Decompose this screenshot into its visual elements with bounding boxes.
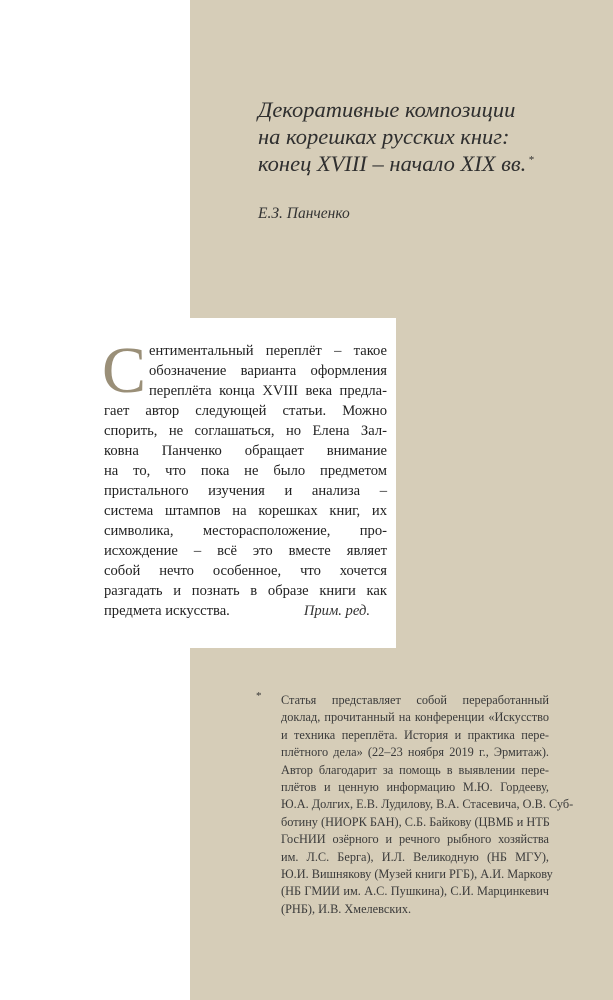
editor-note: Прим. ред. [303,603,370,619]
intro-line: обозначение варианта оформления [149,363,387,379]
intro-line: пристального изучения и анализа – [104,483,387,499]
footnote-line: ГосНИИ озёрного и речного рыбного хозяйства [281,832,549,847]
footnote-text [281,692,574,918]
intro-line: разгадать и познать в образе книги как [104,583,387,599]
intro-line: символика, месторасположение, про- [104,523,387,539]
intro-line: переплёта конца XVIII века предла- [149,383,387,399]
intro-line: ентиментальный переплёт – такое [149,343,387,359]
editorial-intro-box [88,318,396,648]
footnote-line: Статья представляет собой переработанный [281,693,549,707]
footnote-marker: * [256,690,262,702]
intro-text [104,341,387,621]
footnote-line: и техника переплёта. История и практика пере- [281,727,549,742]
footnote-line: Ю.И. Вишнякову (Музей книги РГБ), А.И. Маркову [281,866,553,881]
footnote-line: доклад, прочитанный на конференции «Искусство [281,710,549,725]
title-footnote-marker[interactable]: * [528,153,534,166]
footnote-line: им. Л.С. Берга), И.Л. Великодную (НБ МГУ), [281,849,549,864]
footnote-line: Ю.А. Долгих, Е.В. Лудилову, В.А. Стасевича, О.В. Суб- [281,797,574,812]
author-name: Е.З. Панченко [258,205,350,222]
title-line-3-text: конец XVIII – начало XIX вв. [258,151,527,176]
article-title [258,96,598,177]
title-line-3 [258,150,598,177]
intro-line: система штампов на корешках книг, их [104,503,387,519]
intro-line: предмета искусства. [104,603,230,619]
intro-line: гает автор следующей статьи. Можно [104,403,387,419]
footnote-line: (НБ ГМИИ им. А.С. Пушкина), С.И. Марцинкевич [281,884,549,899]
footnote-line: (РНБ), И.В. Хмелевских. [281,901,412,916]
footnote-line: ботину (НИОРК БАН), С.Б. Байкову (ЦВМБ и НТБ [281,814,550,829]
intro-line: исхождение – всё это вместе являет [104,543,387,559]
footnote-line: плётов и ценную информацию М.Ю. Гордееву, [281,779,549,794]
intro-line: спорить, не соглашаться, но Елена Зал- [104,423,387,439]
title-line-2: на корешках русских книг: [258,124,510,149]
title-line-1: Декоративные композиции [258,97,516,122]
footnote-line: плётного дела» (22–23 ноября 2019 г., Эрмитаж). [281,745,549,760]
intro-line: ковна Панченко обращает внимание [104,443,387,459]
intro-line: собой нечто особенное, что хочется [104,563,387,579]
drop-cap-letter: С [102,334,147,407]
footnote-line: Автор благодарит за помощь в выявлении пере- [281,762,549,777]
intro-line: на то, что пока не было предметом [104,463,387,479]
